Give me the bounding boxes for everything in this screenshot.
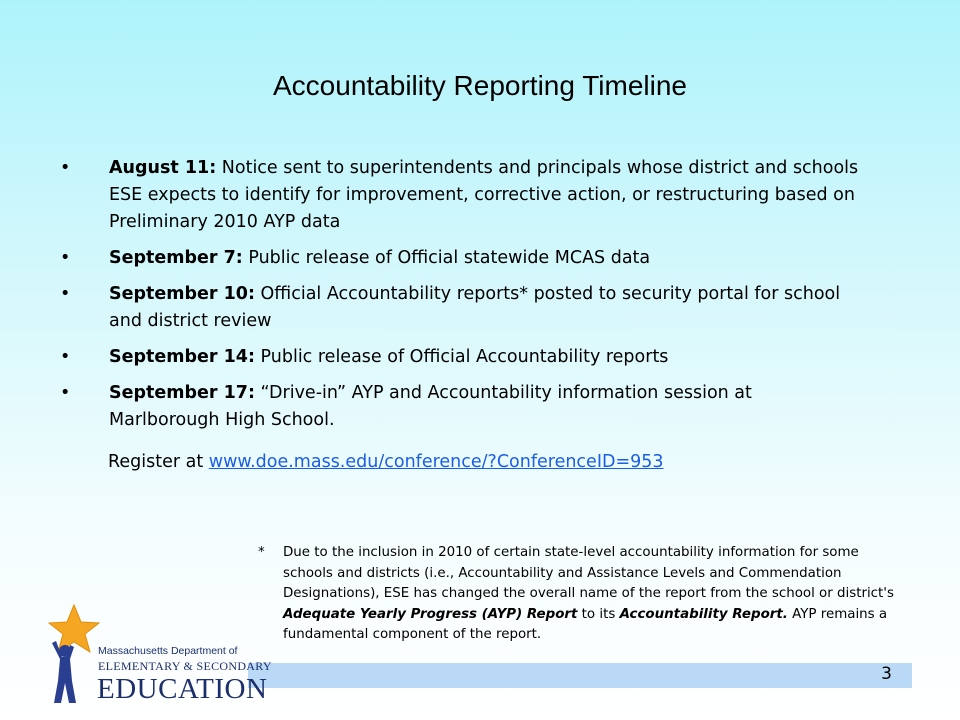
bullet-icon: • bbox=[60, 284, 71, 304]
logo-line-3: EDUCATION bbox=[97, 673, 268, 705]
logo-line-2: ELEMENTARY & SECONDARY bbox=[98, 659, 272, 673]
footnote bbox=[258, 543, 908, 646]
bullet-text: Public release of Official Accountability reports bbox=[254, 347, 669, 367]
page-number: 3 bbox=[881, 664, 892, 684]
bullet-date: September 7: bbox=[109, 248, 243, 268]
list-item bbox=[60, 245, 860, 272]
footnote-text: Due to the inclusion in 2010 of certain state-level accountability information for some schools and districts (i.e., Accountability and Assistance Levels and Commendation Designations), ESE has changed the overall name of the report from the school or district's Adequate Yearly Progress (AYP) Report to its Accountability Report. AYP remains a fundamental component of the report. bbox=[283, 545, 894, 642]
bullet-icon: • bbox=[60, 248, 71, 268]
bullet-text: Notice sent to superintendents and principals whose district and schools ESE expects to identify for improvement, corrective action, or restructuring based on Preliminary 2010 AYP data bbox=[109, 158, 859, 232]
list-item bbox=[60, 155, 860, 236]
list-item bbox=[60, 380, 860, 434]
footnote-marker: * bbox=[258, 545, 265, 560]
register-prefix: Register at bbox=[108, 452, 209, 472]
bullet-date: September 14: bbox=[109, 347, 255, 367]
footnote-italic-accountability: Accountability Report. bbox=[619, 606, 788, 622]
bullet-icon: • bbox=[60, 158, 71, 178]
bullet-date: September 17: bbox=[109, 383, 255, 403]
register-line bbox=[108, 449, 868, 476]
conference-link[interactable]: www.doe.mass.edu/conference/?ConferenceID=953 bbox=[208, 452, 664, 472]
bullet-date: August 11: bbox=[109, 158, 217, 178]
bullet-icon: • bbox=[60, 347, 71, 367]
list-item bbox=[60, 281, 860, 335]
footer-bar bbox=[248, 663, 912, 688]
list-item bbox=[60, 344, 860, 371]
footnote-italic-ayp: Adequate Yearly Progress (AYP) Report bbox=[283, 606, 578, 622]
slide-title: Accountability Reporting Timeline bbox=[273, 70, 687, 101]
timeline-list bbox=[60, 155, 860, 443]
bullet-text: Official Accountability reports* posted to security portal for school and district review bbox=[109, 284, 841, 331]
star-figure-icon bbox=[40, 603, 100, 707]
ese-logo bbox=[40, 603, 272, 707]
bullet-text: Public release of Official statewide MCAS data bbox=[242, 248, 651, 268]
bullet-date: September 10: bbox=[109, 284, 255, 304]
logo-line-1: Massachusetts Department of bbox=[98, 645, 238, 657]
bullet-text: “Drive-in” AYP and Accountability information session at Marlborough High School. bbox=[109, 383, 752, 430]
bullet-icon: • bbox=[60, 383, 71, 403]
